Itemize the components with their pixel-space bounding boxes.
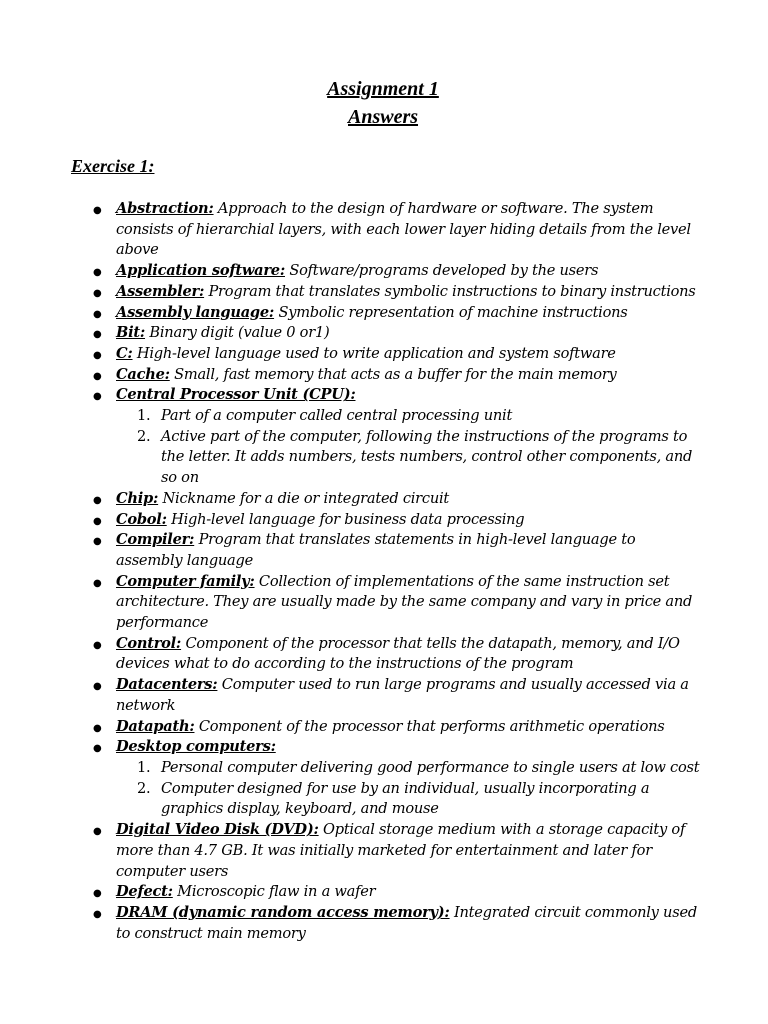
sublist-text: Part of a computer called central processing unit — [161, 407, 513, 425]
glossary-term: Assembler: — [116, 282, 205, 300]
bullet-icon: ● — [93, 577, 102, 589]
glossary-term: Abstraction: — [116, 200, 214, 217]
bullet-icon: ● — [93, 639, 102, 651]
bullet-icon: ● — [93, 370, 102, 382]
glossary-term: Computer family: — [116, 572, 255, 590]
glossary-entry — [93, 199, 706, 261]
glossary-entry — [93, 323, 706, 344]
glossary-entry — [93, 634, 706, 675]
glossary-term: Cobol: — [116, 510, 167, 528]
glossary-term: Digital Video Disk (DVD): — [116, 821, 319, 839]
glossary-definition: Optical storage medium with a storage capacity of more than 4.7 GB. It was initially marketed for entertainment and later for computer users — [116, 821, 686, 880]
glossary-entry — [93, 344, 706, 365]
numbered-sublist — [116, 758, 706, 820]
bullet-icon: ● — [93, 536, 102, 548]
glossary-definition: Software/programs developed by the users — [284, 262, 599, 280]
bullet-icon: ● — [93, 888, 102, 900]
glossary-term: Datacenters: — [116, 676, 218, 694]
glossary-entry — [93, 820, 706, 882]
glossary-term: Desktop computers: — [116, 738, 276, 756]
bullet-icon: ● — [93, 826, 102, 838]
bullet-icon: ● — [93, 205, 102, 216]
glossary-term: Datapath: — [116, 717, 195, 735]
glossary-entry — [93, 882, 706, 903]
glossary-definition: Nickname for a die or integrated circuit — [158, 489, 449, 507]
glossary-definition: Collection of implementations of the same instruction set architecture. They are usually made by the same company and vary in price and performance — [116, 572, 693, 632]
glossary-entry — [93, 510, 706, 531]
glossary-definition: Small, fast memory that acts as a buffer for the main memory — [169, 365, 617, 383]
glossary-entry — [93, 737, 706, 820]
title-block — [0, 75, 766, 131]
glossary-definition: Integrated circuit commonly used to construct main memory — [116, 903, 697, 942]
glossary-entry — [93, 903, 706, 944]
glossary-term: Compiler: — [116, 531, 195, 549]
bullet-icon: ● — [93, 308, 102, 320]
bullet-icon: ● — [93, 515, 102, 527]
glossary-term: Application software: — [116, 262, 285, 280]
bullet-icon: ● — [93, 329, 102, 341]
glossary-entry — [93, 282, 706, 303]
bullet-icon: ● — [93, 391, 102, 403]
glossary-entry — [93, 365, 706, 386]
glossary-entry — [93, 261, 706, 282]
sublist-text: Personal computer delivering good performance to single users at low cost — [161, 758, 700, 776]
sublist-number: 2. — [137, 779, 151, 797]
sublist-item — [137, 427, 706, 489]
sublist-number: 1. — [137, 407, 151, 425]
sublist-item — [137, 758, 706, 779]
glossary-entry — [93, 530, 706, 571]
sublist-text: Active part of the computer, following the instructions of the programs to the letter. It adds numbers, tests numbers, control other components, and so on — [161, 427, 693, 487]
glossary-term: Control: — [116, 634, 182, 652]
bullet-icon: ● — [93, 287, 102, 299]
glossary-definition: High-level language used to write application and system software — [132, 344, 616, 362]
glossary-definition: Program that translates symbolic instructions to binary instructions — [204, 282, 696, 300]
bullet-icon: ● — [93, 267, 102, 279]
bullet-icon: ● — [93, 349, 102, 361]
document-title: Assignment 1 — [327, 78, 439, 100]
glossary-entry — [93, 385, 706, 489]
numbered-sublist — [116, 406, 706, 489]
glossary-definition: High-level language for business data processing — [166, 510, 525, 528]
glossary-term: Bit: — [116, 324, 146, 342]
glossary-entry — [93, 675, 706, 716]
glossary-term: Cache: — [116, 365, 170, 383]
bullet-icon: ● — [93, 681, 102, 693]
document-subtitle: Answers — [347, 106, 419, 128]
glossary-term: Defect: — [116, 883, 173, 901]
glossary-definition: Computer used to run large programs and usually accessed via a network — [116, 676, 689, 714]
sublist-number: 1. — [137, 758, 151, 776]
bullet-icon: ● — [93, 494, 102, 506]
glossary-term: Chip: — [116, 489, 159, 507]
glossary-definition: Approach to the design of hardware or software. The system consists of hierarchial layers, with each lower layer hiding details from the level above — [116, 200, 691, 259]
sublist-text: Computer designed for use by an individual, usually incorporating a graphics display, keyboard, and mouse — [161, 779, 650, 818]
glossary-definition: Program that translates statements in high-level language to assembly language — [116, 531, 636, 569]
sublist-item — [137, 406, 706, 427]
glossary-entry — [93, 489, 706, 510]
sublist-number: 2. — [137, 427, 151, 445]
bullet-icon: ● — [93, 722, 102, 734]
glossary-term: Assembly language: — [116, 303, 275, 321]
glossary-entry — [93, 717, 706, 738]
glossary-definition: Microscopic flaw in a wafer — [172, 883, 376, 901]
bullet-icon: ● — [93, 743, 102, 755]
sublist-item — [137, 779, 706, 820]
exercise-heading: Exercise 1: — [71, 156, 155, 176]
glossary-definition: Component of the processor that tells the datapath, memory, and I/O devices what to do according to the instructions of the program — [116, 634, 680, 673]
glossary-definition: Binary digit (value 0 or1) — [145, 324, 330, 342]
glossary-entry — [93, 572, 706, 634]
glossary-entry — [93, 303, 706, 324]
glossary-definition: Component of the processor that performs arithmetic operations — [194, 717, 665, 735]
glossary-term: Central Processor Unit (CPU): — [116, 386, 356, 404]
glossary-term: C: — [116, 344, 133, 362]
bullet-icon: ● — [93, 908, 102, 920]
glossary-list — [93, 199, 706, 944]
glossary-definition: Symbolic representation of machine instructions — [274, 303, 628, 321]
glossary-term: DRAM (dynamic random access memory): — [116, 903, 450, 921]
